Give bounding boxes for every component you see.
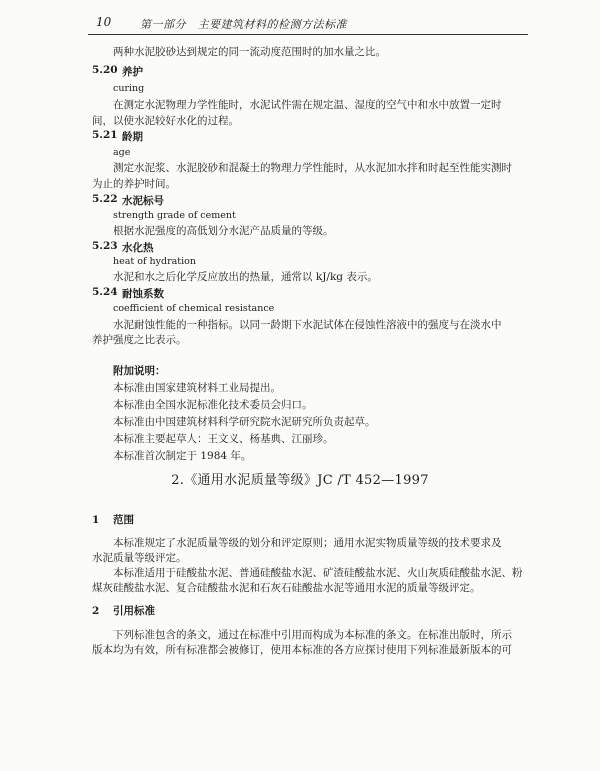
term-definition-line: 养护强度之比表示。 (92, 334, 187, 346)
section-title: 范围 (113, 514, 134, 526)
section-paragraph-line: 下列标准包含的条文，通过在标准中引用而构成为本标准的条文。在标准出版时，所示 (113, 629, 512, 641)
section-number: 2 (92, 605, 100, 617)
appendix-line: 本标准首次制定于 1984 年。 (113, 450, 252, 462)
term-number: 5.22 (92, 193, 118, 205)
appendix-heading: 附加说明： (113, 365, 166, 377)
term-english: strength grade of cement (113, 210, 236, 221)
running-title: 第一部分 主要建筑材料的检测方法标准 (140, 18, 347, 31)
term-number: 5.24 (92, 286, 118, 298)
section-paragraph-line: 版本均为有效，所有标准都会被修订，使用本标准的各方应探讨使用下列标准最新版本的可 (92, 644, 512, 656)
term-definition-line: 间，以使水泥较好水化的过程。 (92, 115, 239, 127)
appendix-line: 本标准由全国水泥标准化技术委员会归口。 (113, 399, 313, 411)
term-name: 养护 (122, 66, 143, 78)
appendix-line: 本标准由中国建筑材料科学研究院水泥研究所负责起草。 (113, 416, 376, 428)
section-paragraph-line: 本标准规定了水泥质量等级的划分和评定原则；通用水泥实物质量等级的技术要求及 (113, 537, 502, 549)
term-definition-line: 根据水泥强度的高低划分水泥产品质量的等级。 (113, 225, 334, 237)
term-name: 耐蚀系数 (122, 288, 164, 300)
term-number: 5.21 (92, 129, 118, 141)
term-english: heat of hydration (113, 256, 196, 267)
term-english: age (113, 147, 131, 158)
appendix-line: 本标准主要起草人：王文义、杨基典、江丽珍。 (113, 433, 334, 445)
term-name: 龄期 (122, 131, 143, 143)
term-english: curing (113, 83, 145, 94)
page-number: 10 (96, 15, 112, 29)
page-header (88, 12, 528, 35)
section-title: 引用标准 (113, 605, 155, 617)
term-number: 5.23 (92, 240, 118, 252)
term-number: 5.20 (92, 64, 118, 76)
term-english: coefficient of chemical resistance (113, 303, 275, 314)
section-number: 1 (92, 514, 100, 526)
standard-title: 2.《通用水泥质量等级》JC /T 452—1997 (171, 473, 429, 488)
term-definition-line: 测定水泥浆、水泥胶砂和混凝土的物理力学性能时，从水泥加水拌和时起至性能实测时 (113, 162, 512, 174)
term-definition-line: 水泥和水之后化学反应放出的热量，通常以 kJ/kg 表示。 (113, 271, 378, 283)
section-paragraph-line: 煤灰硅酸盐水泥、复合硅酸盐水泥和石灰石硅酸盐水泥等通用水泥的质量等级评定。 (92, 582, 481, 594)
term-name: 水泥标号 (122, 195, 164, 207)
term-name: 水化热 (122, 242, 154, 254)
section-paragraph-line: 本标准适用于硅酸盐水泥、普通硅酸盐水泥、矿渣硅酸盐水泥、火山灰质硅酸盐水泥、粉 (113, 567, 523, 579)
section-paragraph-line: 水泥质量等级评定。 (92, 552, 187, 564)
term-definition-line: 为止的养护时间。 (92, 178, 176, 190)
term-definition-line: 在测定水泥物理力学性能时，水泥试件需在规定温、湿度的空气中和水中放置一定时 (113, 99, 502, 111)
appendix-line: 本标准由国家建筑材料工业局提出。 (113, 382, 281, 394)
term-definition-line: 水泥耐蚀性能的一种指标。以同一龄期下水泥试体在侵蚀性溶液中的强度与在淡水中 (113, 319, 502, 331)
continuation-text: 两种水泥胶砂达到规定的同一流动度范围时的加水量之比。 (113, 46, 386, 58)
